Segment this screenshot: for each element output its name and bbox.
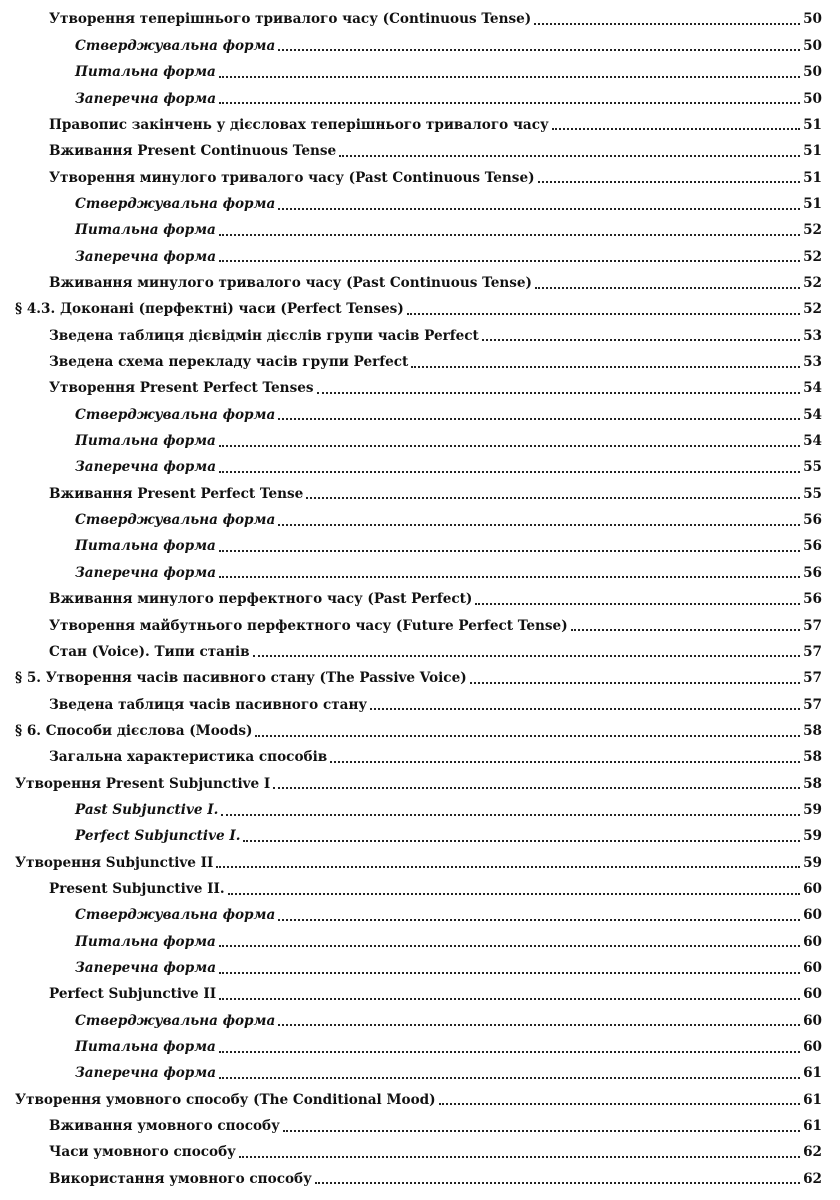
toc-entry-title: Стверджувальна форма (75, 406, 276, 423)
toc-entry-page: 58 (803, 749, 822, 766)
toc-entry[interactable] (49, 739, 822, 765)
toc-entry-title: § 6. Способи дієслова (Moods) (15, 722, 253, 739)
dot-leader (216, 865, 800, 868)
toc-entry-title: Утворення Subjunctive II (15, 854, 214, 871)
toc-entry[interactable] (49, 265, 822, 291)
toc-entry-title: Утворення минулого тривалого часу (Past Continuous Tense) (49, 169, 535, 186)
toc-entry-title: Правопис закінчень у дієсловах теперішнього тривалого часу (49, 116, 549, 133)
toc-entry[interactable] (49, 581, 822, 607)
toc-entry-page: 50 (803, 64, 822, 81)
toc-entry-page: 62 (803, 1170, 822, 1187)
toc-entry-title: Питальна форма (75, 222, 216, 239)
dot-leader (219, 259, 800, 262)
dot-leader (278, 918, 800, 921)
toc-entry[interactable] (75, 1002, 822, 1028)
dot-leader (219, 444, 800, 447)
toc-entry-title: Утворення Present Perfect Tenses (49, 380, 314, 397)
toc-entry-title: Питальна форма (75, 933, 216, 950)
toc-entry[interactable] (75, 186, 822, 212)
dot-leader (219, 944, 800, 947)
dot-leader (370, 707, 800, 710)
toc-entry-title: Вживання минулого перфектного часу (Past Perfect) (49, 591, 473, 608)
toc-entry[interactable] (75, 54, 822, 80)
dot-leader (273, 786, 800, 789)
toc-entry[interactable] (75, 27, 822, 53)
toc-entry-page: 59 (803, 801, 822, 818)
toc-entry-title: Вживання минулого тривалого часу (Past Continuous Tense) (49, 274, 532, 291)
toc-entry[interactable] (75, 792, 822, 818)
toc-entry[interactable] (75, 423, 822, 449)
dot-leader (253, 654, 801, 657)
toc-entry-page: 56 (803, 591, 822, 608)
dot-leader (278, 417, 800, 420)
toc-entry[interactable] (75, 502, 822, 528)
toc-entry-title: Past Subjunctive I. (75, 801, 219, 818)
toc-entry[interactable] (49, 1134, 822, 1160)
toc-entry[interactable] (49, 475, 822, 501)
toc-entry[interactable] (15, 844, 822, 870)
toc-entry-title: Питальна форма (75, 538, 216, 555)
dot-leader (239, 1155, 800, 1158)
toc-entry-title: Загальна характеристика способів (49, 749, 328, 766)
dot-leader (221, 813, 800, 816)
toc-entry-title: Заперечна форма (75, 564, 217, 581)
toc-entry[interactable] (49, 133, 822, 159)
dot-leader (243, 839, 800, 842)
toc-entry-title: Утворення Present Subjunctive I (15, 775, 271, 792)
dot-leader (571, 628, 800, 631)
toc-entry-title: Зведена схема перекладу часів групи Perfect (49, 354, 409, 370)
toc-entry[interactable] (49, 1, 822, 27)
toc-entry-title: Питальна форма (75, 64, 216, 81)
toc-entry[interactable] (75, 449, 822, 475)
dot-leader (306, 496, 800, 499)
toc-entry[interactable] (49, 976, 822, 1002)
toc-entry-title: Стверджувальна форма (75, 512, 276, 529)
toc-entry-page: 51 (803, 143, 822, 160)
dot-leader (278, 1023, 800, 1026)
toc-entry-page: 60 (803, 881, 822, 897)
dot-leader (482, 338, 800, 341)
toc-entry-title: Заперечна форма (75, 1065, 217, 1082)
toc-entry[interactable] (49, 159, 822, 185)
toc-entry-title: Стан (Voice). Типи станів (49, 643, 250, 660)
toc-entry[interactable] (49, 1108, 822, 1134)
dot-leader (219, 575, 800, 578)
toc-entry-page: 51 (803, 169, 822, 186)
dot-leader (219, 997, 800, 1000)
toc-entry[interactable] (49, 871, 822, 897)
toc-entry-page: 56 (803, 512, 822, 529)
toc-entry-page: 60 (803, 1039, 822, 1056)
toc-entry-page: 52 (803, 274, 822, 291)
toc-entry-page: 50 (803, 37, 822, 54)
toc-entry-page: 57 (803, 670, 822, 687)
toc-entry-title: Часи умовного способу (49, 1144, 236, 1161)
toc-entry-title: Заперечна форма (75, 90, 217, 107)
dot-leader (219, 470, 800, 473)
toc-entry-page: 54 (803, 380, 822, 397)
dot-leader (219, 75, 800, 78)
toc-entry[interactable] (15, 713, 822, 739)
toc-entry-title: Питальна форма (75, 433, 216, 449)
dot-leader (255, 734, 800, 737)
toc-entry[interactable] (49, 633, 822, 659)
dot-leader (407, 312, 800, 315)
toc-entry-page: 61 (803, 1065, 822, 1082)
toc-entry-page: 57 (803, 643, 822, 660)
toc-entry[interactable] (49, 106, 822, 132)
toc-entry-page: 60 (803, 1012, 822, 1029)
toc-entry[interactable] (75, 212, 822, 238)
dot-leader (475, 602, 800, 605)
toc-entry[interactable] (75, 923, 822, 949)
toc-entry-title: Утворення теперішнього тривалого часу (Continuous Tense) (49, 11, 532, 28)
toc-entry-page: 50 (803, 90, 822, 107)
toc-entry-page: 52 (803, 248, 822, 265)
toc-entry-page: 55 (803, 459, 822, 476)
dot-leader (219, 971, 800, 974)
toc-entry[interactable] (75, 554, 822, 580)
toc-entry-title: Заперечна форма (75, 960, 217, 976)
dot-leader (439, 1102, 801, 1105)
toc-entry[interactable] (75, 1055, 822, 1081)
dot-leader (278, 48, 800, 51)
toc-entry-title: Стверджувальна форма (75, 195, 276, 212)
toc-entry[interactable] (75, 1029, 822, 1055)
toc-entry-title: Стверджувальна форма (75, 1012, 276, 1029)
toc-entry-title: Утворення умовного способу (The Conditional Mood) (15, 1091, 436, 1108)
toc-entry[interactable] (49, 607, 822, 633)
toc-entry-page: 59 (803, 828, 822, 845)
toc-entry[interactable] (75, 238, 822, 264)
toc-entry[interactable] (49, 317, 822, 343)
toc-entry-page: 53 (803, 354, 822, 370)
dot-leader (339, 154, 800, 157)
toc-entry-title: Вживання умовного способу (49, 1118, 280, 1135)
toc-entry-page: 54 (803, 406, 822, 423)
toc-entry-page: 53 (803, 327, 822, 344)
toc-entry-title: Present Subjunctive II. (49, 881, 225, 897)
dot-leader (283, 1129, 800, 1132)
toc-entry[interactable] (15, 291, 822, 317)
toc-entry-page: 57 (803, 617, 822, 634)
toc-entry-page: 61 (803, 1091, 822, 1108)
toc-entry-title: Заперечна форма (75, 248, 217, 265)
dot-leader (535, 286, 800, 289)
dot-leader (411, 365, 800, 368)
toc-entry-title: Стверджувальна форма (75, 37, 276, 54)
toc-entry-title: Perfect Subjunctive II (49, 986, 217, 1003)
toc-entry[interactable] (75, 80, 822, 106)
dot-leader (534, 22, 800, 25)
toc-entry-page: 58 (803, 722, 822, 739)
dot-leader (552, 127, 800, 130)
toc-entry-page: 61 (803, 1118, 822, 1135)
toc-entry-page: 60 (803, 933, 822, 950)
dot-leader (278, 523, 800, 526)
dot-leader (219, 1050, 800, 1053)
toc-entry-page: 60 (803, 907, 822, 924)
toc-entry-title: Заперечна форма (75, 459, 217, 476)
toc-entry[interactable] (15, 660, 822, 686)
dot-leader (317, 391, 801, 394)
toc-entry-title: Вживання Present Perfect Tense (49, 485, 304, 502)
dot-leader (219, 1076, 800, 1079)
toc-entry-title: Стверджувальна форма (75, 907, 276, 924)
toc-entry[interactable] (75, 897, 822, 923)
toc-entry[interactable] (75, 528, 822, 554)
toc-entry-page: 56 (803, 564, 822, 581)
toc-entry[interactable] (75, 396, 822, 422)
toc-entry-page: 55 (803, 485, 822, 502)
dot-leader (538, 180, 801, 183)
dot-leader (315, 1181, 800, 1184)
toc-entry-page: 56 (803, 538, 822, 555)
toc-entry[interactable] (49, 344, 822, 370)
toc-entry-title: Використання умовного способу (49, 1170, 312, 1187)
toc-entry-title: § 5. Утворення часів пасивного стану (The Passive Voice) (15, 670, 467, 687)
toc-entry[interactable] (15, 765, 822, 791)
toc-entry-title: Perfect Subjunctive I. (75, 828, 241, 845)
toc-entry-page: 51 (803, 116, 822, 133)
toc-entry-page: 57 (803, 696, 822, 713)
toc-entry-page: 52 (803, 222, 822, 239)
toc-entry[interactable] (75, 818, 822, 844)
toc-entry[interactable] (15, 1081, 822, 1107)
dot-leader (330, 760, 800, 763)
toc-entry[interactable] (75, 950, 822, 976)
toc-entry-page: 54 (803, 433, 822, 449)
toc-entry-title: Зведена таблиця часів пасивного стану (49, 696, 368, 713)
toc-entry-title: Питальна форма (75, 1039, 216, 1056)
toc-entry-page: 60 (803, 986, 822, 1003)
toc-entry-page: 58 (803, 775, 822, 792)
dot-leader (219, 549, 800, 552)
toc-entry-page: 50 (803, 11, 822, 28)
toc-entry-page: 59 (803, 854, 822, 871)
dot-leader (470, 681, 800, 684)
toc-entry[interactable] (49, 370, 822, 396)
toc-entry[interactable] (49, 1160, 822, 1186)
toc-entry[interactable] (49, 686, 822, 712)
toc-entry-page: 60 (803, 960, 822, 976)
dot-leader (228, 892, 801, 895)
dot-leader (278, 207, 800, 210)
dot-leader (219, 233, 800, 236)
toc-entry-page: 52 (803, 301, 822, 318)
toc-entry-page: 51 (803, 195, 822, 212)
toc-entry-title: Вживання Present Continuous Tense (49, 143, 337, 160)
toc-entry-title: Утворення майбутнього перфектного часу (Future Perfect Tense) (49, 617, 568, 634)
toc-entry-title: § 4.3. Доконані (перфектні) часи (Perfect Tenses) (15, 301, 404, 318)
dot-leader (219, 101, 800, 104)
toc-entry-title: Зведена таблиця дієвідмін дієслів групи часів Perfect (49, 327, 479, 344)
toc-entry-page: 62 (803, 1144, 822, 1161)
